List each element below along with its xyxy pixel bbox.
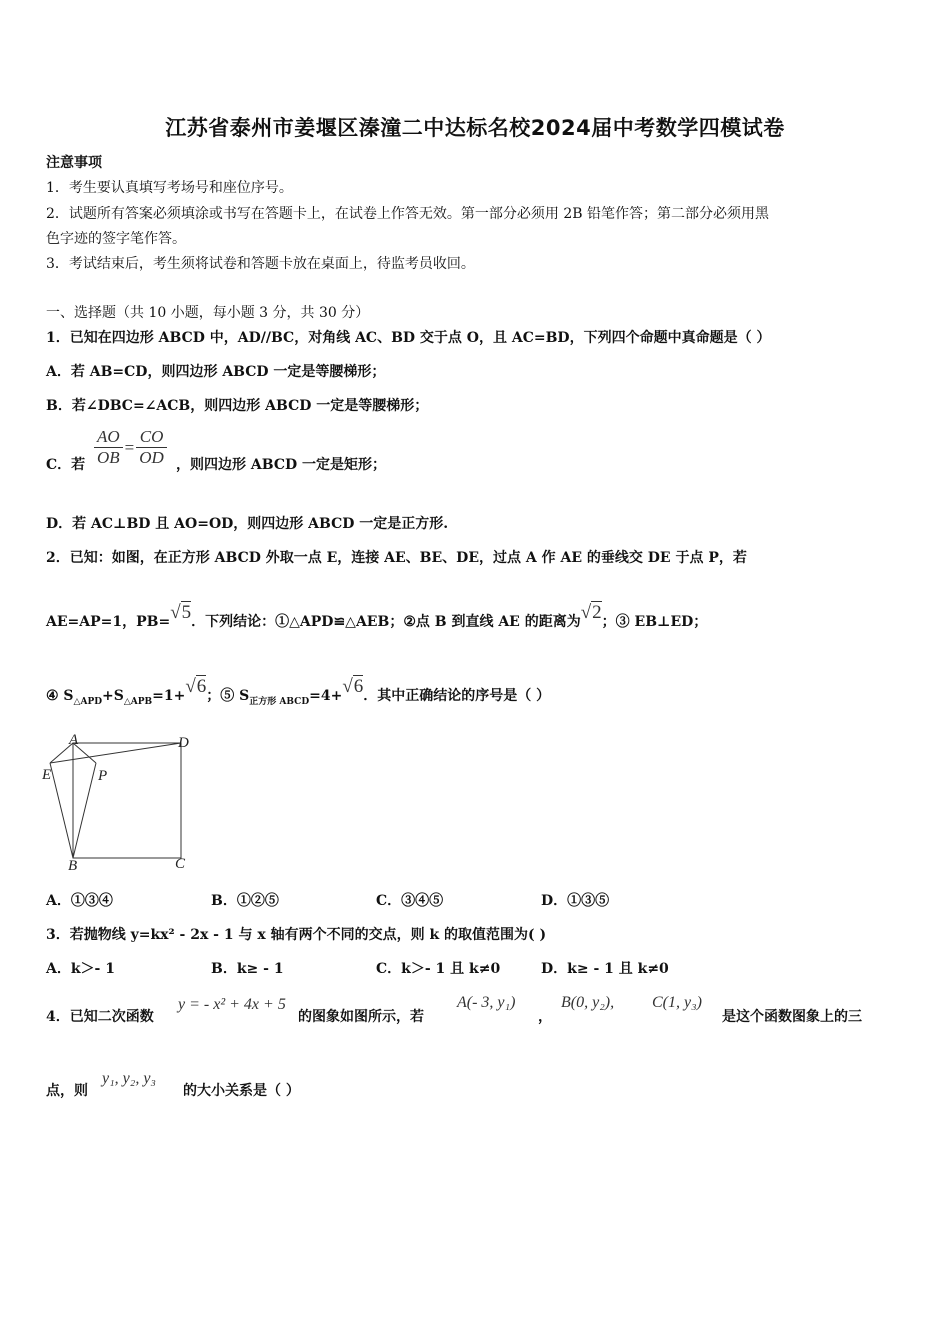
- sqrt-6: √6: [342, 676, 364, 697]
- fraction-ao-ob: [94, 427, 123, 468]
- fraction-denominator: OD: [139, 448, 164, 467]
- q3-option-b: B．k≥ - 1: [211, 961, 284, 977]
- label-c: C: [175, 856, 186, 872]
- label-a: A: [69, 732, 79, 748]
- notice-item: 色字迹的签字笔作答。: [46, 231, 186, 247]
- fraction-numerator: CO: [136, 427, 167, 448]
- fraction-numerator: AO: [94, 427, 123, 448]
- q1-option-c-formula: [94, 427, 167, 468]
- equals-sign: =: [124, 437, 135, 457]
- label-p: P: [98, 768, 108, 784]
- q2-text: =1+: [152, 688, 186, 704]
- q2-text: ．下列结论：①△APD≌△AEB；②点 B 到直线 AE 的距离为: [191, 614, 581, 630]
- subscript: 正方形 ABCD: [249, 696, 310, 707]
- q2-text: ．其中正确结论的序号是（ ）: [363, 688, 551, 704]
- q2-text: ④ S: [46, 688, 74, 704]
- label-d: D: [178, 735, 189, 751]
- q3-option-d: D．k≥ - 1 且 k≠0: [541, 961, 669, 977]
- notice-item: 2．试题所有答案必须填涂或书写在答题卡上，在试卷上作答无效。第一部分必须用 2B 铅笔作答；第二部分必须用黑: [46, 206, 769, 222]
- q4-prefix: 4．已知二次函数: [46, 1009, 154, 1025]
- radicand: 5: [181, 602, 192, 623]
- radicand: 2: [592, 602, 602, 623]
- sqrt-5: √5: [170, 602, 192, 623]
- question-2-stem: 2．已知：如图，在正方形 ABCD 外取一点 E，连接 AE、BE、DE，过点 A 作 AE 的垂线交 DE 于点 P，若: [46, 550, 747, 566]
- q4-point-c: C(1, y₃): [652, 994, 702, 1011]
- q2-line2: [46, 602, 708, 632]
- segment-pb: [73, 763, 96, 858]
- q2-option-a: A．①③④: [46, 893, 113, 909]
- sqrt-6: √6: [185, 676, 207, 697]
- q2-line3: [46, 676, 551, 707]
- fraction-co-od: [136, 427, 167, 468]
- q2-text: ；③ EB⊥ED；: [601, 614, 708, 630]
- label-b: B: [68, 858, 78, 874]
- page-title: 江苏省泰州市姜堰区溱潼二中达标名校2024届中考数学四模试卷: [165, 116, 785, 140]
- radicand: 6: [353, 676, 364, 697]
- q2-text: ；⑤ S: [206, 688, 250, 704]
- q3-option-a: A．k＞- 1: [46, 961, 115, 977]
- q1-option-a: A．若 AB=CD，则四边形 ABCD 一定是等腰梯形；: [46, 364, 386, 380]
- notice-heading: 注意事项: [46, 155, 102, 171]
- q2-text: +S: [102, 688, 124, 704]
- q2-option-d: D．①③⑤: [541, 893, 610, 909]
- question-3-stem: 3．若抛物线 y=kx² - 2x - 1 与 x 轴有两个不同的交点，则 k 的取值范围为( ): [46, 927, 547, 943]
- radicand: 6: [196, 676, 207, 697]
- square-figure: [42, 730, 202, 875]
- q1-option-c-prefix: C．若: [46, 457, 86, 473]
- section-heading: 一、选择题（共 10 小题，每小题 3 分，共 30 分）: [46, 305, 370, 321]
- q2-text: =4+: [309, 688, 343, 704]
- q2-option-b: B．①②⑤: [211, 893, 279, 909]
- q4-function: y = - x² + 4x + 5: [178, 996, 286, 1013]
- square-abcd: [73, 743, 181, 858]
- q2-option-c: C．③④⑤: [376, 893, 444, 909]
- subscript: △APD: [73, 696, 103, 707]
- q4-mid: 的图象如图所示，若: [298, 1009, 424, 1025]
- notice-item: 1．考生要认真填写考场号和座位序号。: [46, 180, 293, 196]
- q4-suffix: 是这个函数图象上的三: [722, 1009, 862, 1025]
- q4-point-b: B(0, y₂),: [561, 994, 615, 1011]
- q1-option-b: B．若∠DBC=∠ACB，则四边形 ABCD 一定是等腰梯形；: [46, 398, 429, 414]
- subscript: △APB: [123, 696, 153, 707]
- label-e: E: [42, 767, 52, 783]
- q1-option-c-suffix: ，则四边形 ABCD 一定是矩形；: [176, 457, 386, 473]
- q4-y-values: y₁, y₂, y₃: [102, 1070, 156, 1087]
- q1-option-d: D．若 AC⊥BD 且 AO=OD，则四边形 ABCD 一定是正方形.: [46, 516, 449, 532]
- question-1-stem: 1．已知在四边形 ABCD 中，AD//BC，对角线 AC、BD 交于点 O，且 AC=BD，下列四个命题中真命题是（ ）: [46, 330, 771, 346]
- q3-option-c: C．k＞- 1 且 k≠0: [376, 961, 501, 977]
- q2-text: AE=AP=1，PB=: [46, 614, 171, 630]
- q4-line2-prefix: 点，则: [46, 1083, 88, 1099]
- q4-comma: ，: [538, 1009, 552, 1025]
- q4-line2-suffix: 的大小关系是（ ）: [183, 1083, 300, 1099]
- notice-item: 3．考试结束后，考生须将试卷和答题卡放在桌面上，待监考员收回。: [46, 256, 475, 272]
- q4-point-a: A(- 3, y₁): [457, 994, 516, 1011]
- fraction-denominator: OB: [97, 448, 120, 467]
- segment-eb: [50, 763, 73, 858]
- sqrt-2: √2: [580, 602, 602, 623]
